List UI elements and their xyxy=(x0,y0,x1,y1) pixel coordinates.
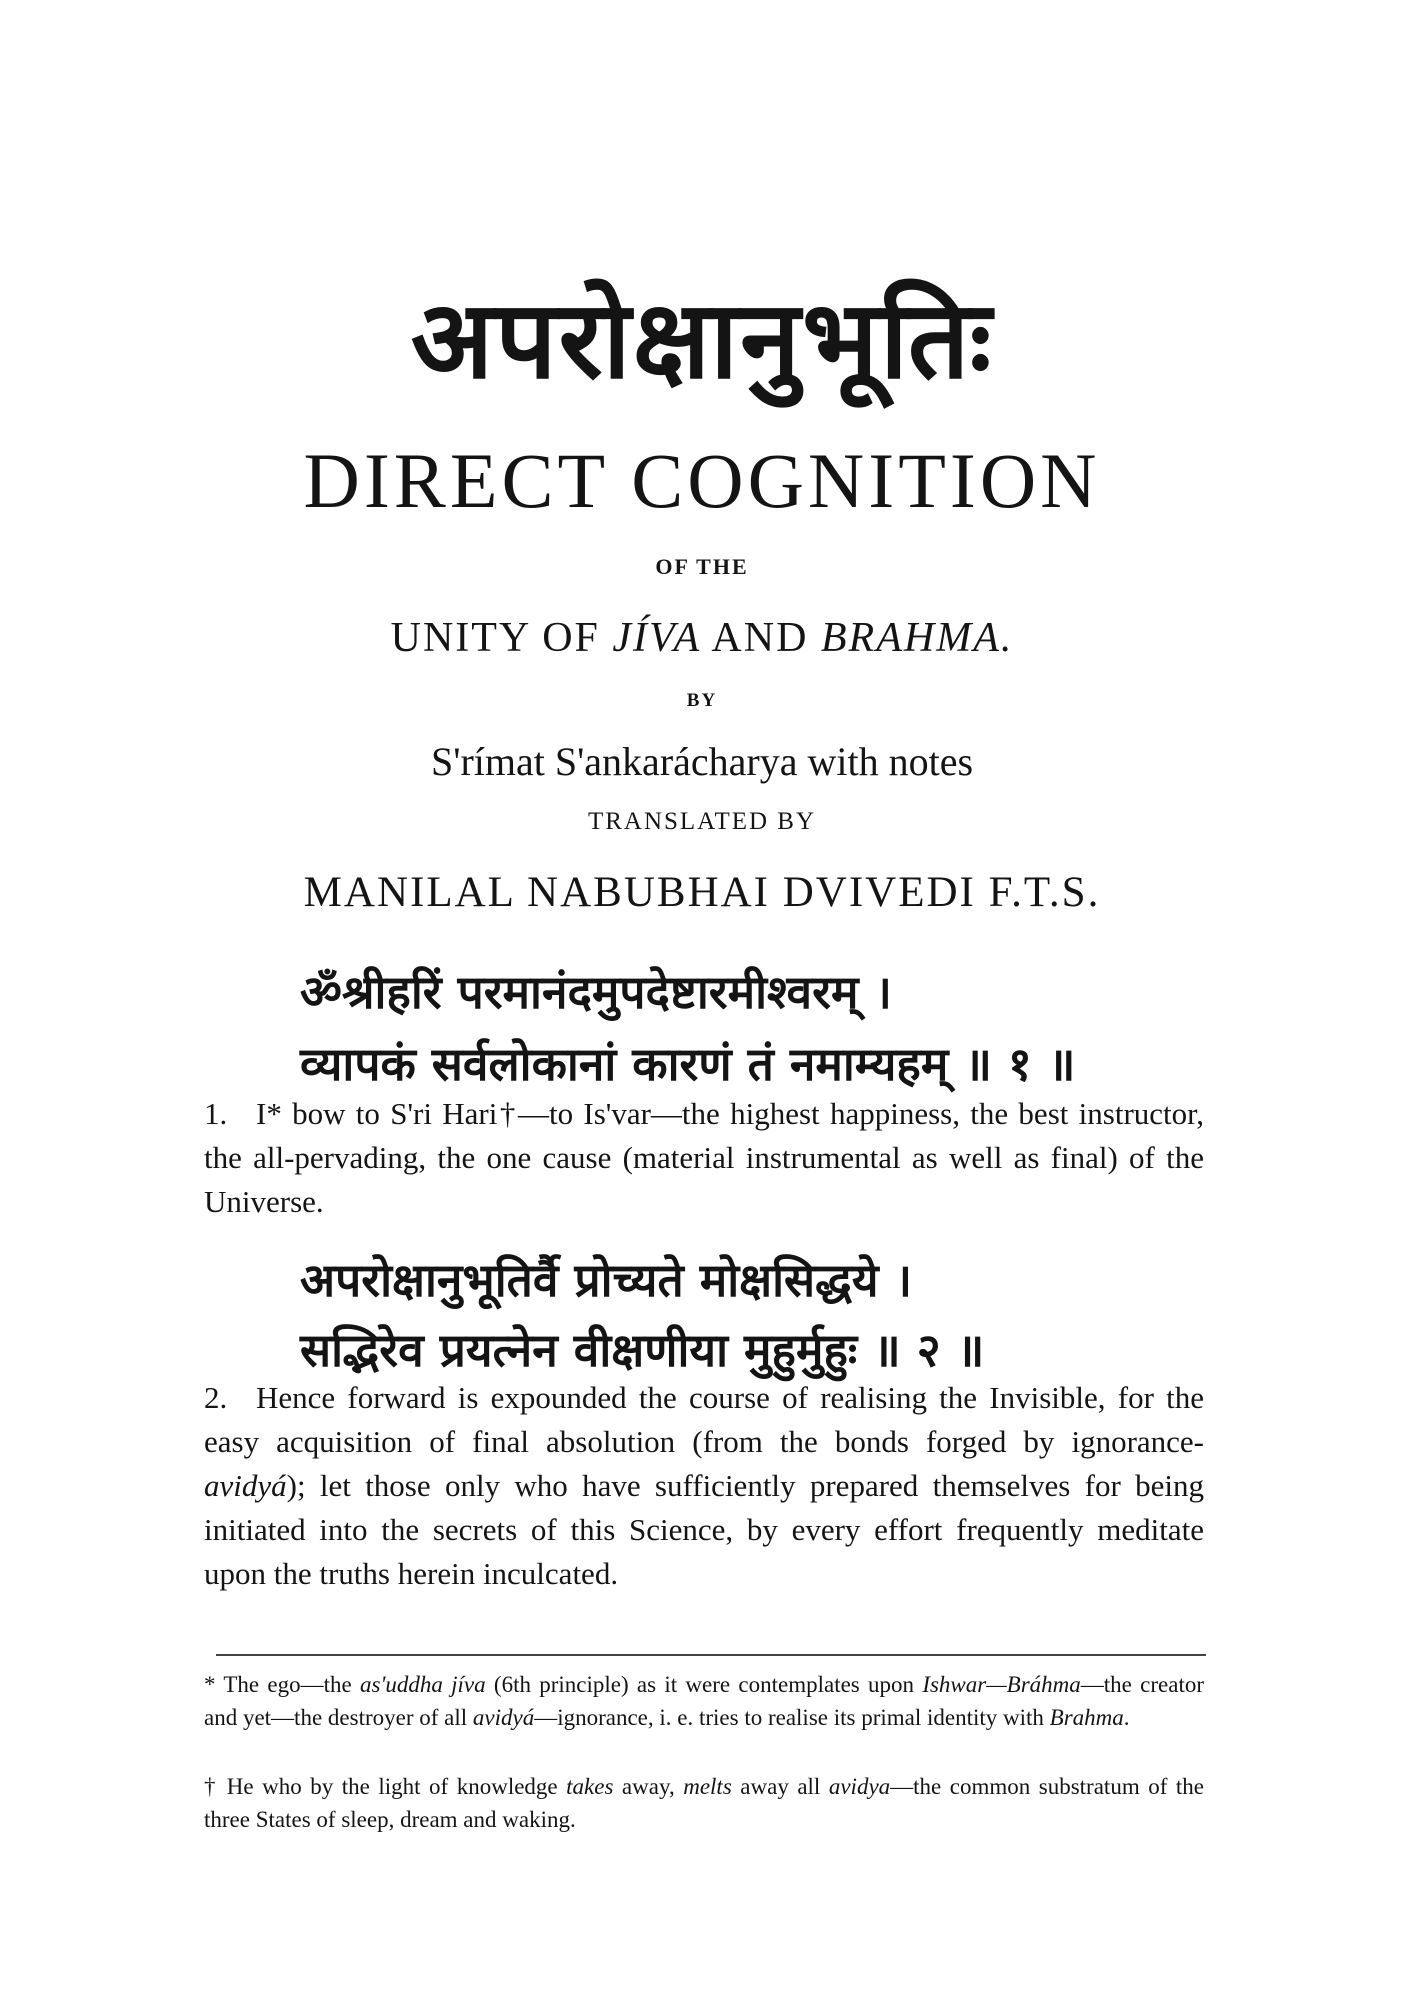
paragraph-2-avidya: avidyá xyxy=(204,1468,287,1503)
english-title: DIRECT COGNITION xyxy=(303,437,1101,524)
footnote-1-avidya: avidyá xyxy=(472,1705,535,1730)
footnote-2-c: away all xyxy=(731,1774,829,1799)
paragraph-2-text-b: ); let those only who have sufficiently prepared themselves for being initiated into the secrets of this Science, by every effort frequently meditate upon the truths herein inculcated. xyxy=(204,1468,1204,1591)
paragraph-1-number: 1. xyxy=(204,1096,228,1131)
footnote-1-b: (6th principle) as it were contemplates upon xyxy=(485,1672,923,1697)
verse-1-line-2: व्यापकं सर्वलोकानां कारणं तं नमाम्यहम् ॥ १ ॥ xyxy=(300,1037,1076,1091)
paragraph-1 xyxy=(204,1092,1204,1224)
footnote-1-brahma: Brahma xyxy=(1049,1705,1124,1730)
footnote-2-avidya: avidya xyxy=(828,1774,891,1799)
subtitle-prefix: UNITY OF xyxy=(390,615,613,661)
footnote-2-melts: melts xyxy=(683,1774,732,1799)
subtitle-jiva: JÍVA xyxy=(612,615,702,661)
paragraph-2-number: 2. xyxy=(204,1380,228,1415)
paragraph-2 xyxy=(204,1376,1204,1596)
footnote-1-d: —ignorance, i. e. tries to realise its primal identity with xyxy=(534,1705,1050,1730)
translator-name: MANILAL NABUBHAI DVIVEDI F.T.S. xyxy=(303,869,1101,916)
translated-by-line: TRANSLATED BY xyxy=(587,808,817,835)
of-the-line: OF THE xyxy=(655,554,749,579)
footnote-1-a: * The ego—the xyxy=(204,1672,360,1697)
footnote-2-takes: takes xyxy=(566,1774,614,1799)
verse-1-line-1: ॐश्रीहरिं परमानंदमुपदेष्टारमीश्वरम् । xyxy=(300,965,892,1019)
paragraph-1-text: I* bow to S'ri Hari†—to Is'var—the highest happiness, the best instructor, the all-pervading, the one cause (material instrumental as well as final) of the Universe. xyxy=(204,1096,1204,1219)
footnote-1-ishwar-brahma: Ishwar—Bráhma xyxy=(922,1672,1081,1697)
footnote-1-c: —the creator and yet—the destroyer of all xyxy=(204,1672,1204,1730)
verse-2-line-1: अपरोक्षानुभूतिर्वै प्रोच्यते मोक्षसिद्धये । xyxy=(300,1253,913,1307)
subtitle xyxy=(0,614,1404,662)
footnote-2-d: —the common substratum of the three States of sleep, dream and waking. xyxy=(204,1774,1204,1832)
subtitle-brahma: BRAHMA. xyxy=(820,615,1014,661)
footnote-1-asuddha-jiva: as'uddha jíva xyxy=(360,1672,486,1697)
footnote-2-b: away, xyxy=(613,1774,684,1799)
verse-2-line-2: सद्भिरेव प्रयत्नेन वीक्षणीया मुहुर्मुहुः ॥ २ ॥ xyxy=(300,1323,985,1377)
author-line: S'rímat S'ankarácharya with notes xyxy=(430,739,974,784)
paragraph-2-text-a: Hence forward is expounded the course of realising the Invisible, for the easy acquisition of final absolution (from the bonds forged by ignorance- xyxy=(204,1380,1204,1459)
footnote-2-a: † He who by the light of knowledge xyxy=(204,1774,567,1799)
footnote-2 xyxy=(204,1770,1204,1836)
sanskrit-title: अपरोक्षानुभूतिः xyxy=(410,278,994,403)
subtitle-and: AND xyxy=(701,615,821,661)
footnote-divider xyxy=(216,1654,1206,1656)
footnote-1-e: . xyxy=(1123,1705,1130,1730)
by-line: BY xyxy=(686,690,718,711)
footnote-1 xyxy=(204,1668,1204,1734)
